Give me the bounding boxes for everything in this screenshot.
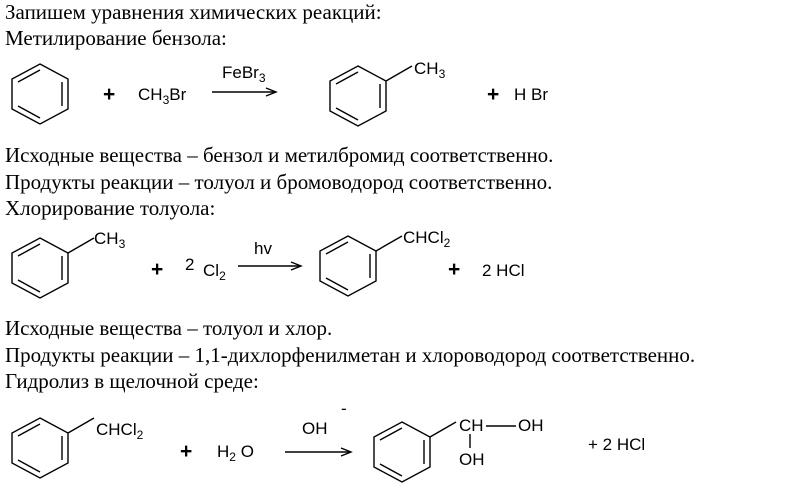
hydrogen-chloride-formula: 2 HCl	[482, 261, 525, 280]
chlorine-formula: $Cl_2$	[203, 261, 226, 283]
reaction-arrow-3	[285, 448, 351, 456]
water-formula: $H_2$ O	[217, 442, 254, 464]
dichloromethyl-group-label: CHCl$_2$	[403, 228, 451, 250]
dichloromethyl-group-label: CHCl$_2$	[96, 420, 144, 442]
chlorination-reactants-line: Исходные вещества – толуол и хлор.	[5, 316, 333, 340]
methylation-reactants-line: Исходные вещества – бензол и метилбромид соответственно.	[5, 143, 554, 167]
hydrogen-bromide-formula: H Br	[514, 85, 548, 104]
plus-sign: +	[103, 83, 116, 106]
chlorine-coefficient: 2	[185, 255, 195, 274]
hydroxide-condition-label: OH	[302, 419, 328, 438]
ch-group-label: CH	[459, 416, 484, 435]
toluene-ring-product-icon	[330, 66, 412, 126]
methyl-group-label: $CH_3$	[94, 229, 126, 251]
benzaldehyde-hydrate-ring-icon	[374, 422, 456, 482]
methylation-products-line: Продукты реакции – толуол и бромоводород соответственно.	[5, 170, 553, 194]
plus-sign: +	[487, 83, 500, 106]
dichloromethylbenzene-ring-icon	[320, 236, 402, 296]
reaction-arrow-2	[238, 262, 301, 270]
reaction-arrow-1	[212, 88, 276, 96]
chlorination-title: Хлорирование толуола:	[5, 196, 216, 220]
hydrogen-chloride-term: + 2 HCl	[588, 435, 646, 454]
hydroxyl-label: OH	[518, 416, 544, 435]
dichloromethylbenzene-reactant-ring-icon	[12, 418, 94, 478]
methyl-group-label: $CH_3$	[414, 59, 446, 81]
plus-sign: +	[448, 258, 461, 281]
catalyst-label: FeBr$_3$	[222, 63, 266, 85]
methylation-title: Метилирование бензола:	[5, 26, 227, 50]
benzene-ring-icon	[12, 64, 68, 124]
hydroxyl-label: OH	[459, 450, 485, 469]
toluene-ring-reactant-icon	[12, 238, 94, 298]
light-condition-label: hv	[254, 239, 272, 258]
methyl-bromide-formula: $CH_3Br$	[138, 85, 187, 107]
hydroxide-charge: -	[341, 399, 347, 418]
chlorination-products-line: Продукты реакции – 1,1-дихлорфенилметан и хлороводород соответственно.	[5, 343, 696, 367]
hydrolysis-title: Гидролиз в щелочной среде:	[5, 369, 259, 393]
plus-sign: +	[151, 258, 164, 281]
plus-sign: +	[180, 440, 193, 463]
intro-line: Запишем уравнения химических реакций:	[5, 0, 382, 24]
